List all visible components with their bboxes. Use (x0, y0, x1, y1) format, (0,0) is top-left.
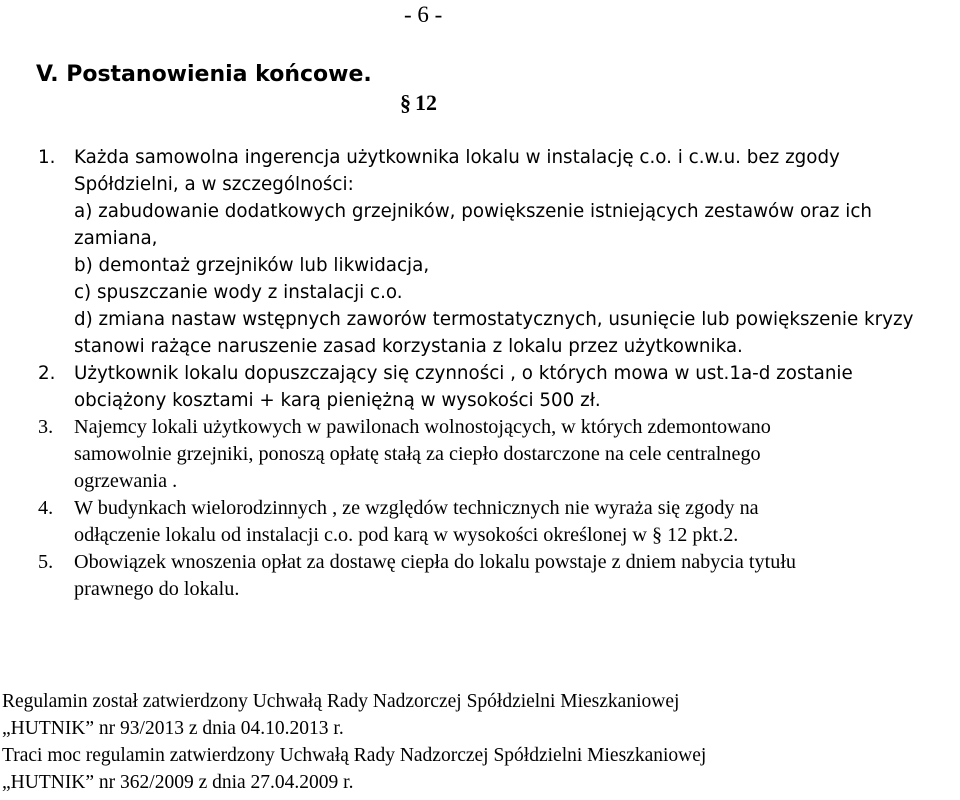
list-item-line: ogrzewania . (74, 470, 178, 492)
list-item-3 (38, 414, 956, 495)
list-item-number: 1. (38, 147, 56, 168)
list-item-text: Obowiązek wnoszenia opłat za dostawę ciepła do lokalu powstaje z dniem nabycia tytułu (74, 551, 797, 573)
document-footer (0, 688, 960, 796)
list-item-line: b) demontaż grzejników lub likwidacja, (74, 255, 430, 276)
list-item-text: Użytkownik lokalu dopuszczający się czynności , o których mowa w ust.1a-d zostanie (74, 363, 853, 384)
list-item-line: prawnego do lokalu. (74, 578, 240, 600)
list-item-5 (38, 549, 956, 603)
list-item-number: 5. (38, 551, 54, 573)
list-item-text: Najemcy lokali użytkowych w pawilonach wolnostojących, w których zdemontowano (74, 416, 771, 438)
footer-line: „HUTNIK” nr 362/2009 z dnia 27.04.2009 r. (2, 772, 354, 793)
list-item-line (38, 495, 956, 522)
footer-line: Regulamin został zatwierdzony Uchwałą Rady Nadzorczej Spółdzielni Mieszkaniowej (2, 691, 680, 712)
list-item-text: Każda samowolna ingerencja użytkownika lokalu w instalację c.o. i c.w.u. bez zgody (74, 147, 840, 168)
page-number: - 6 - (404, 2, 443, 27)
list-item-1 (38, 144, 956, 360)
list-item-2 (38, 360, 956, 414)
section-number: 12 (415, 90, 437, 115)
footer-line: Traci moc regulamin zatwierdzony Uchwałą Rady Nadzorczej Spółdzielni Mieszkaniowej (2, 745, 707, 766)
list-item-line (38, 549, 956, 576)
list-item-4 (38, 495, 956, 549)
list-item-line (38, 360, 956, 387)
footer-line: „HUTNIK” nr 93/2013 z dnia 04.10.2013 r. (2, 718, 344, 739)
document-body (38, 144, 956, 603)
list-item-line: stanowi rażące naruszenie zasad korzystania z lokalu przez użytkownika. (74, 336, 743, 357)
list-item-number: 3. (38, 416, 54, 438)
list-item-line: zamiana, (74, 228, 158, 249)
list-item-line (38, 144, 956, 171)
list-item-text: W budynkach wielorodzinnych , ze względów technicznych nie wyraża się zgody na (74, 497, 759, 519)
list-item-line: odłączenie lokalu od instalacji c.o. pod karą w wysokości określonej w § 12 pkt.2. (74, 524, 739, 546)
list-item-line: c) spuszczanie wody z instalacji c.o. (74, 282, 403, 303)
section-mark (400, 90, 437, 116)
list-item-line: a) zabudowanie dodatkowych grzejników, powiększenie istniejących zestawów oraz ich (74, 201, 873, 222)
list-item-line: obciążony kosztami + karą pieniężną w wysokości 500 zł. (74, 390, 601, 411)
list-item-line: Spółdzielni, a w szczególności: (74, 174, 354, 195)
list-item-number: 4. (38, 497, 54, 519)
section-symbol: § (400, 90, 411, 115)
section-title: V. Postanowienia końcowe. (36, 62, 372, 87)
list-item-line: d) zmiana nastaw wstępnych zaworów termostatycznych, usunięcie lub powiększenie kryzy (74, 309, 914, 330)
list-item-number: 2. (38, 363, 56, 384)
list-item-line (38, 414, 956, 441)
list-item-line: samowolnie grzejniki, ponoszą opłatę stałą za ciepło dostarczone na cele centralnego (74, 443, 761, 465)
